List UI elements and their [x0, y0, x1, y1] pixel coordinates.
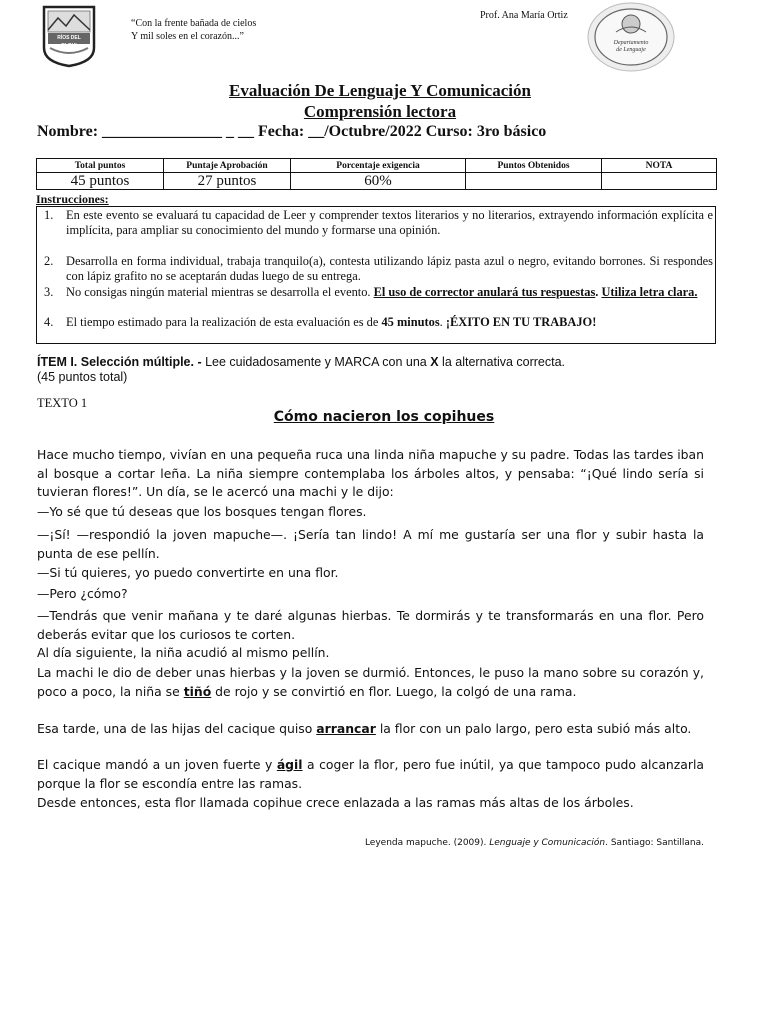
quote-line-1: “Con la frente bañada de cielos	[131, 18, 257, 29]
instruction-number: 1.	[44, 208, 54, 222]
header-points-obtained: Puntos Obtenidos	[466, 159, 602, 173]
header-grade: NOTA	[602, 159, 717, 173]
instruction-text: El tiempo estimado para la realización de esta evaluación es de 45 minutos. ¡ÉXITO EN TU TRABAJO!	[66, 315, 597, 329]
text-label: TEXTO 1	[37, 396, 88, 410]
school-logo	[40, 4, 98, 68]
vocab-word-tino: tiñó	[183, 683, 212, 699]
page-title: Evaluación De Lenguaje Y Comunicación	[229, 81, 531, 100]
story-paragraph: —Yo sé que tú deseas que los bosques tengan flores.	[37, 504, 367, 519]
points-obtained-field[interactable]	[466, 173, 602, 190]
instruction-number: 4.	[44, 315, 54, 329]
total-points-value: 45 puntos	[37, 173, 164, 190]
story-paragraph: —Tendrás que venir mañana y te daré algunas hierbas. Te dormirás y te transformarás en una flor. Pero deberás evitar que los curiosos te corten.	[37, 608, 704, 642]
instruction-text: No consigas ningún material mientras se desarrolla el evento. El uso de corrector anulará tus respuestas. Utiliza letra clara.	[66, 285, 698, 299]
mark-x: X	[430, 355, 439, 369]
grade-field[interactable]	[602, 173, 717, 190]
instruction-text: Desarrolla en forma individual, trabaja tranquilo(a), contesta utilizando lápiz pasta azul o negro, evitando borrones. Si respondes con lápiz grafito no se aceptarán dudas luego de su entrega.	[66, 254, 713, 283]
story-paragraph: Desde entonces, esta flor llamada copihue crece enlazada a las ramas más altas de los árboles.	[37, 795, 634, 810]
header-percentage: Porcentaje exigencia	[291, 159, 466, 173]
motto-quote	[131, 17, 256, 43]
item-points: (45 puntos total)	[37, 370, 128, 384]
score-table-value-row	[37, 173, 717, 190]
item-label: ÍTEM I. Selección múltiple. -	[37, 355, 202, 369]
vocab-word-arrancar: arrancar	[316, 721, 376, 736]
good-luck-message: ¡ÉXITO EN TU TRABAJO!	[445, 315, 597, 329]
story-paragraph: Hace mucho tiempo, vivían en una pequeña ruca una linda niña mapuche y su padre. Todas las tardes iban al bosque a cortar leña. La niña siempre contemplaba los árboles altos, y pensaba: “¡Qué lindo sería si tuvieran flores!”. Un día, se le acercó una machi y le dijo:	[37, 447, 704, 499]
teacher-name: Prof. Ana María Ortiz	[480, 10, 568, 21]
story-paragraph: Esa tarde, una de las hijas del cacique quiso arrancar la flor con un palo largo, pero esta subió más alto.	[37, 721, 692, 736]
instruction-number: 3.	[44, 285, 54, 299]
citation: Leyenda mapuche. (2009). Lenguaje y Comunicación. Santiago: Santillana.	[364, 838, 704, 848]
passing-score-value: 27 puntos	[164, 173, 291, 190]
story-paragraph: Al día siguiente, la niña acudió al mismo pellín.	[37, 645, 330, 660]
story-paragraph: —¡Sí! —respondió la joven mapuche—. ¡Sería tan lindo! A mí me gustaría ser una flor y subir hasta la punta de ese pellín.	[37, 527, 704, 561]
percentage-value: 60%	[291, 173, 466, 190]
clear-writing-note: Utiliza letra clara.	[601, 285, 698, 299]
quote-line-2: Y mil soles en el corazón...”	[131, 31, 244, 42]
instruction-number: 2.	[44, 254, 54, 268]
corrector-warning: El uso de corrector anulará tus respuestas	[373, 285, 596, 299]
header-passing-score: Puntaje Aprobación	[164, 159, 291, 173]
department-logo	[586, 2, 676, 72]
instructions-box	[36, 206, 716, 344]
department-logo-text: Departamento de Lenguaje	[613, 40, 649, 53]
story-title: Cómo nacieron los copihues	[273, 409, 495, 425]
citation-book-title: Lenguaje y Comunicación	[489, 838, 606, 848]
time-limit: 45 minutos	[381, 315, 440, 329]
instruction-text: En este evento se evaluará tu capacidad de Leer y comprender textos literarios y no literarios, extrayendo información explícita e implícita, para ampliar su conocimiento del mundo y formarse una opinión.	[66, 208, 713, 237]
score-table-header-row	[37, 159, 717, 173]
story-paragraph: El cacique mandó a un joven fuerte y ágil a coger la flor, pero fue inútil, ya que tampoco pudo alcanzarla porque la flor se escondía entre las ramas.	[37, 757, 704, 791]
page-subtitle: Comprensión lectora	[303, 102, 457, 121]
vocab-word-agil: ágil	[276, 757, 303, 772]
story-paragraph: La machi le dio de deber unas hierbas y la joven se durmió. Entonces, le puso la mano sobre su corazón y, poco a poco, la niña se tiñó de rojo y se convirtió en flor. Luego, la colgó de una rama.	[37, 665, 704, 699]
story-paragraph: —Pero ¿cómo?	[37, 586, 128, 601]
header-total-points: Total puntos	[37, 159, 164, 173]
item-instruction: ÍTEM I. Selección múltiple. - Lee cuidadosamente y MARCA con una X la alternativa correcta.	[37, 355, 566, 369]
instructions-heading: Instrucciones:	[36, 192, 109, 206]
school-logo-text: RÍOS DEL ELQUI	[57, 35, 81, 49]
score-table	[36, 158, 717, 190]
student-info-line: Nombre: _______________ _ __ Fecha: __/Octubre/2022 Curso: 3ro básico	[37, 123, 547, 140]
story-paragraph: —Si tú quieres, yo puedo convertirte en una flor.	[37, 565, 339, 580]
